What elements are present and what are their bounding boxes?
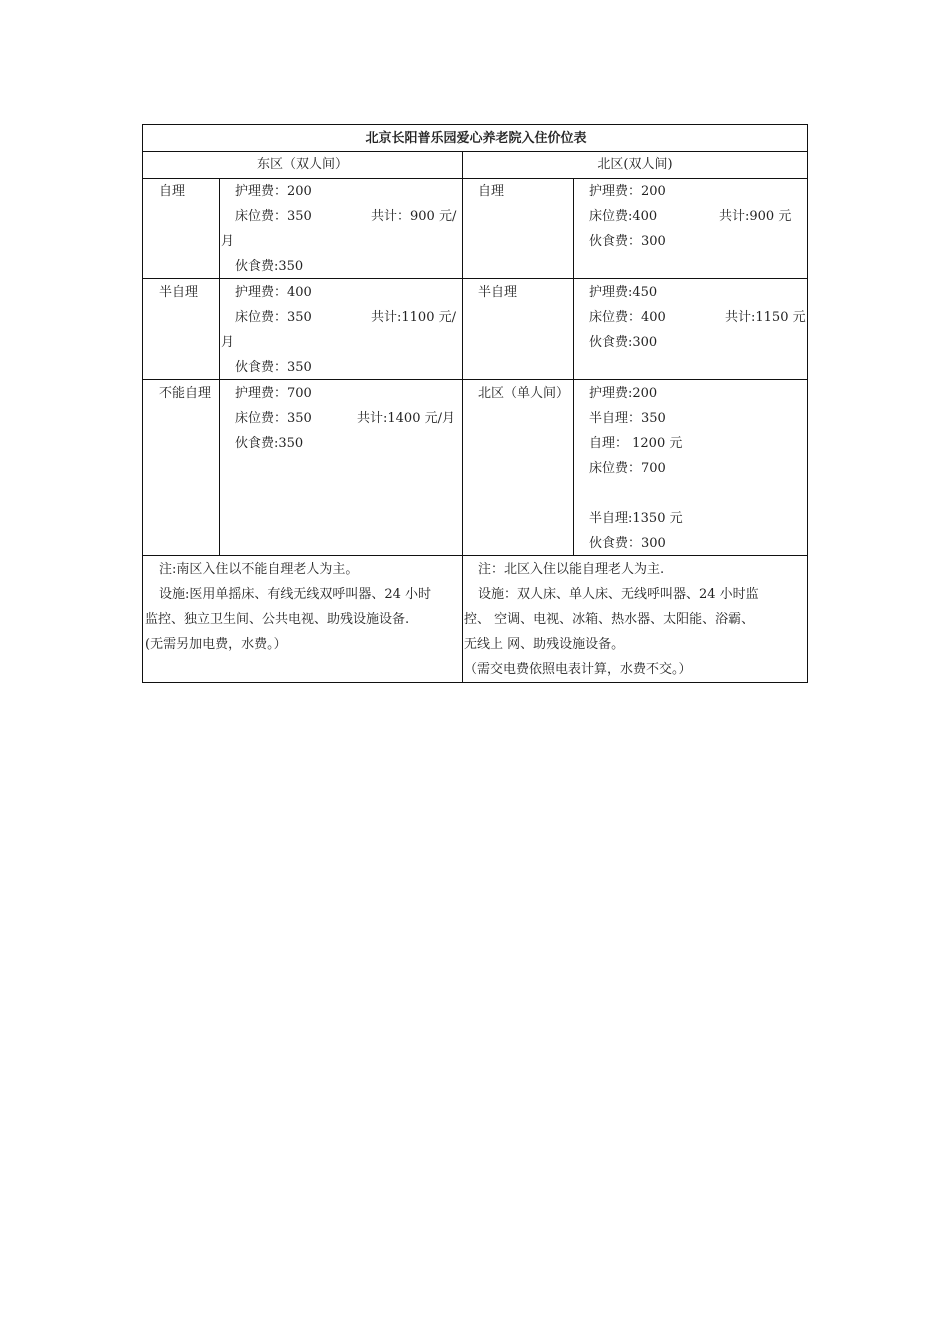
row2-north-care: 护理费:450 [589, 285, 658, 300]
rule-row3 [143, 555, 807, 556]
note-north-line1: 注：北区入住以能自理老人为主. [478, 562, 665, 577]
row3-north-food: 伙食费：300 [589, 536, 666, 551]
north-header: 北区(双人间) [597, 157, 673, 172]
row1-east-total: 共计：900 元/ [371, 209, 457, 224]
row3-north-semi-total: 半自理:1350 元 [589, 511, 683, 526]
rule-north-label [573, 179, 574, 556]
row2-north-total: 共计:1150 元 [725, 310, 806, 325]
row2-east-label: 半自理 [159, 285, 199, 300]
price-table [142, 124, 808, 683]
row2-east-food: 伙食费：350 [235, 360, 312, 375]
row2-north-bed: 床位费：400 [589, 310, 666, 325]
row3-east-food: 伙食费:350 [235, 436, 304, 451]
row1-east-bed: 床位费：350 [235, 209, 312, 224]
row2-east-bed: 床位费：350 [235, 310, 312, 325]
row3-north-self: 自理： 1200 元 [589, 436, 683, 451]
note-east-line4: (无需另加电费，水费。） [145, 637, 287, 652]
row1-east-total-unit: 月 [221, 234, 235, 249]
row2-north-label: 半自理 [478, 285, 518, 300]
row3-east-label: 不能自理 [159, 386, 212, 401]
row1-north-label: 自理 [478, 184, 505, 199]
rule-east-label [219, 179, 220, 556]
note-north-line2: 设施：双人床、单人床、无线呼叫器、24 小时监 [478, 587, 759, 602]
row1-east-label: 自理 [159, 184, 186, 199]
rule-middle [462, 152, 463, 682]
row3-north-label: 北区（单人间） [478, 386, 570, 401]
row2-north-food: 伙食费:300 [589, 335, 658, 350]
note-east-line3: 监控、独立卫生间、公共电视、助残设施设备. [145, 612, 410, 627]
row1-east-food: 伙食费:350 [235, 259, 304, 274]
row1-north-food: 伙食费：300 [589, 234, 666, 249]
row3-north-bed: 床位费：700 [589, 461, 666, 476]
note-north-line4: 无线上 网、助残设施设备。 [464, 637, 625, 652]
row1-east-care: 护理费：200 [235, 184, 312, 199]
row1-north-care: 护理费：200 [589, 184, 666, 199]
row1-north-bed: 床位费:400 [589, 209, 658, 224]
note-north-line5: （需交电费依照电表计算，水费不交。） [464, 662, 692, 677]
note-east-line1: 注:南区入住以不能自理老人为主。 [159, 562, 359, 577]
table-title: 北京长阳普乐园爱心养老院入住价位表 [365, 131, 587, 146]
row2-east-total: 共计:1100 元/ [371, 310, 456, 325]
row3-north-care: 护理费:200 [589, 386, 658, 401]
row3-east-bed: 床位费：350 [235, 411, 312, 426]
row3-north-semi: 半自理：350 [589, 411, 666, 426]
row1-north-total: 共计:900 元 [719, 209, 792, 224]
row3-east-care: 护理费：700 [235, 386, 312, 401]
east-header: 东区（双人间） [256, 157, 348, 172]
row2-east-care: 护理费：400 [235, 285, 312, 300]
row2-east-total-unit: 月 [221, 335, 235, 350]
row3-east-total: 共计:1400 元/月 [357, 411, 455, 426]
note-north-line3: 控、 空调、电视、冰箱、热水器、太阳能、浴霸、 [464, 612, 755, 627]
note-east-line2: 设施:医用单摇床、有线无线双呼叫器、24 小时 [159, 587, 432, 602]
